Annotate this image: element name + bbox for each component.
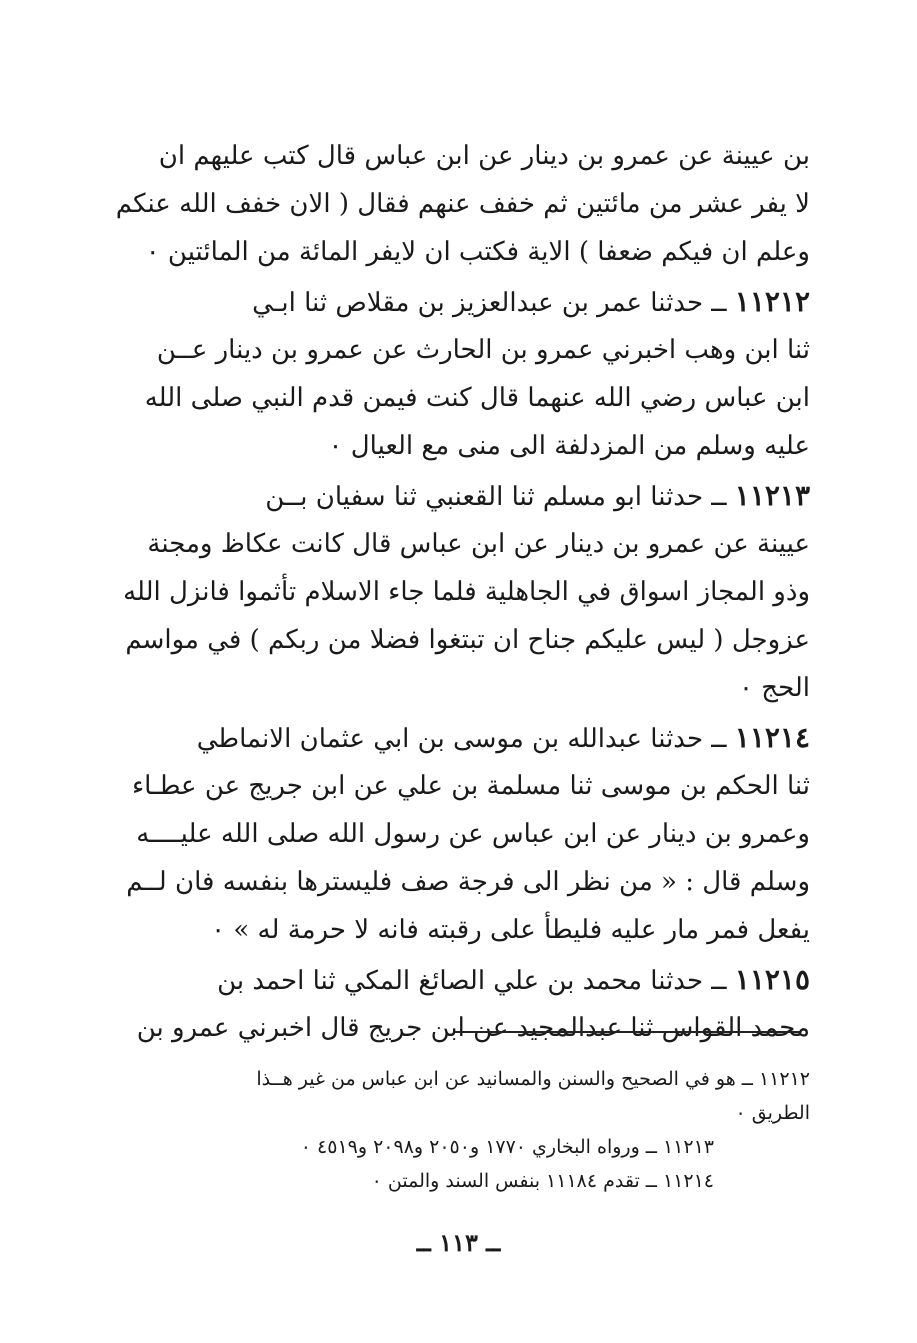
text-line: وعلم ان فيكم ضعفا ) الاية فكتب ان لايفر المائة من المائتين ٠ [145,237,810,267]
footnote-line: الطريق ٠ [735,1102,810,1124]
hadith-number: ١١٢١٢ [734,285,810,318]
text-run: ــ حدثنا ابو مسلم ثنا القعنبي ثنا سفيان بــن [265,482,727,512]
footnote-line: ١١٢١٤ ــ تقدم ١١١٨٤ بنفس السند والمتن ٠ [371,1170,714,1192]
text-line: ثنا ابن وهب اخبرني عمرو بن الحارث عن عمرو بن دينار عــن [156,335,810,365]
hadith-number: ١١٢١٣ [734,479,810,512]
text-line: لا يفر عشر من مائتين ثم خفف عنهم فقال ( الان خفف الله عنكم [115,189,810,219]
text-line: عزوجل ( ليس عليكم جناح ان تبتغوا فضلا من ربكم ) في مواسم [125,625,810,655]
text-run: ــ حدثنا محمد بن علي الصائغ المكي ثنا احمد بن [217,966,727,996]
text-line: عيينة عن عمرو بن دينار عن ابن عباس قال كانت عكاظ ومجنة [147,529,810,559]
footnote-separator [455,1031,801,1033]
text-line: وسلم قال : « من نظر الى فرجة صف فليسترها بنفسه فان لــم [126,867,810,897]
hadith-first-line [98,472,810,520]
hadith-first-line [98,956,810,1004]
hadith-number: ١١٢١٤ [734,721,810,754]
text-line: وذو المجاز اسواق في الجاهلية فلما جاء الاسلام تأثموا فانزل الله [123,577,810,607]
footnote-line: ١١٢١٢ ــ هو في الصحيح والسنن والمسانيد عن ابن عباس من غير هــذا [256,1068,810,1090]
text-line: يفعل فمر مار عليه فليطأ على رقبته فانه لا حرمة له » ٠ [211,915,810,945]
text-line: محمد القواس ثنا عبدالمجيد عن ابن جريج قال اخبرني عمرو بن [136,1013,810,1043]
hadith-first-line [98,714,810,762]
hadith-number: ١١٢١٥ [734,963,810,996]
text-line: عليه وسلم من المزدلفة الى منى مع العيال ٠ [328,431,810,461]
hadith-first-line [98,278,810,326]
text-line: الحج ٠ [739,673,810,703]
text-run: ــ حدثنا عمر بن عبدالعزيز بن مقلاص ثنا ابـي [252,288,727,318]
text-line: ابن عباس رضي الله عنهما قال كنت فيمن قدم النبي صلى الله [144,383,810,413]
text-run: ــ حدثنا عبدالله بن موسى بن ابي عثمان الانماطي [196,724,727,754]
footnote-line: ١١٢١٣ ــ ورواه البخاري ١٧٧٠ و٢٠٥٠ و٢٠٩٨ و٤٥١٩ ٠ [300,1136,714,1158]
page-number: ــ ١١٣ ــ [416,1228,501,1257]
main-text [98,132,810,1052]
footnotes [98,1062,810,1198]
text-line: وعمرو بن دينار عن ابن عباس عن رسول الله صلى الله عليــــه [136,819,810,849]
text-line: بن عيينة عن عمرو بن دينار عن ابن عباس قال كتب عليهم ان [158,141,810,171]
text-line: ثنا الحكم بن موسى ثنا مسلمة بن علي عن ابن جريج عن عطـاء [131,771,810,801]
